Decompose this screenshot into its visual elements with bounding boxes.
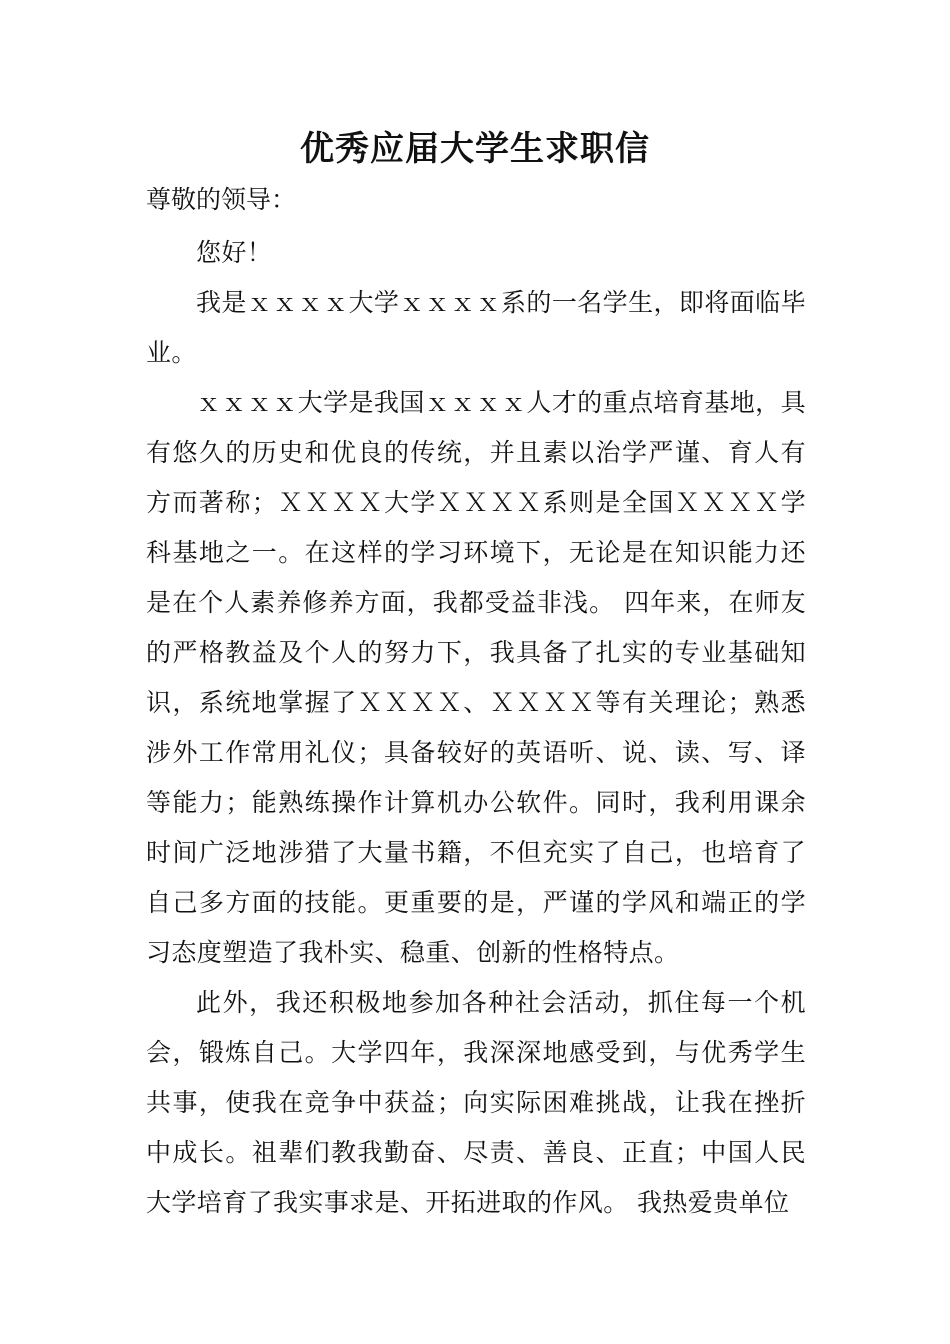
salutation: 尊敬的领导： xyxy=(146,185,297,214)
paragraph-activities: 此外，我还积极地参加各种社会活动，抓住每一个机会，锻炼自己。大学四年，我深深地感受到，与优秀学生共事，使我在竞争中获益；向实际困难挑战，让我在挫折中成长。祖辈们教我勤奋、尽责、善良、正直；中国人民大学培育了我实事求是、开拓进取的作风。 我热爱贵单位 xyxy=(146,988,806,1217)
paragraph-intro: 我是ｘｘｘｘ大学ｘｘｘｘ系的一名学生，即将面临毕业。 xyxy=(146,288,806,367)
letter-body xyxy=(146,228,806,1228)
greeting-paragraph: 您好！ xyxy=(196,238,273,267)
paragraph-university: ｘｘｘｘ大学是我国ｘｘｘｘ人才的重点培育基地，具有悠久的历史和优良的传统，并且素以治学严谨、育人有方而著称；ＸＸＸＸ大学ＸＸＸＸ系则是全国ＸＸＸＸ学科基地之一。在这样的学习环境下，无论是在知识能力还是在个人素养修养方面，我都受益非浅。 四年来，在师友的严格教益及个人的努力下，我具备了扎实的专业基础知识，系统地掌握了ＸＸＸＸ、ＸＸＸＸ等有关理论；熟悉涉外工作常用礼仪；具备较好的英语听、说、读、写、译等能力；能熟练操作计算机办公软件。同时，我利用课余时间广泛地涉猎了大量书籍，不但充实了自己，也培育了自己多方面的技能。更重要的是，严谨的学风和端正的学习态度塑造了我朴实、稳重、创新的性格特点。 xyxy=(146,388,806,967)
document-title: 优秀应届大学生求职信 xyxy=(300,129,650,169)
